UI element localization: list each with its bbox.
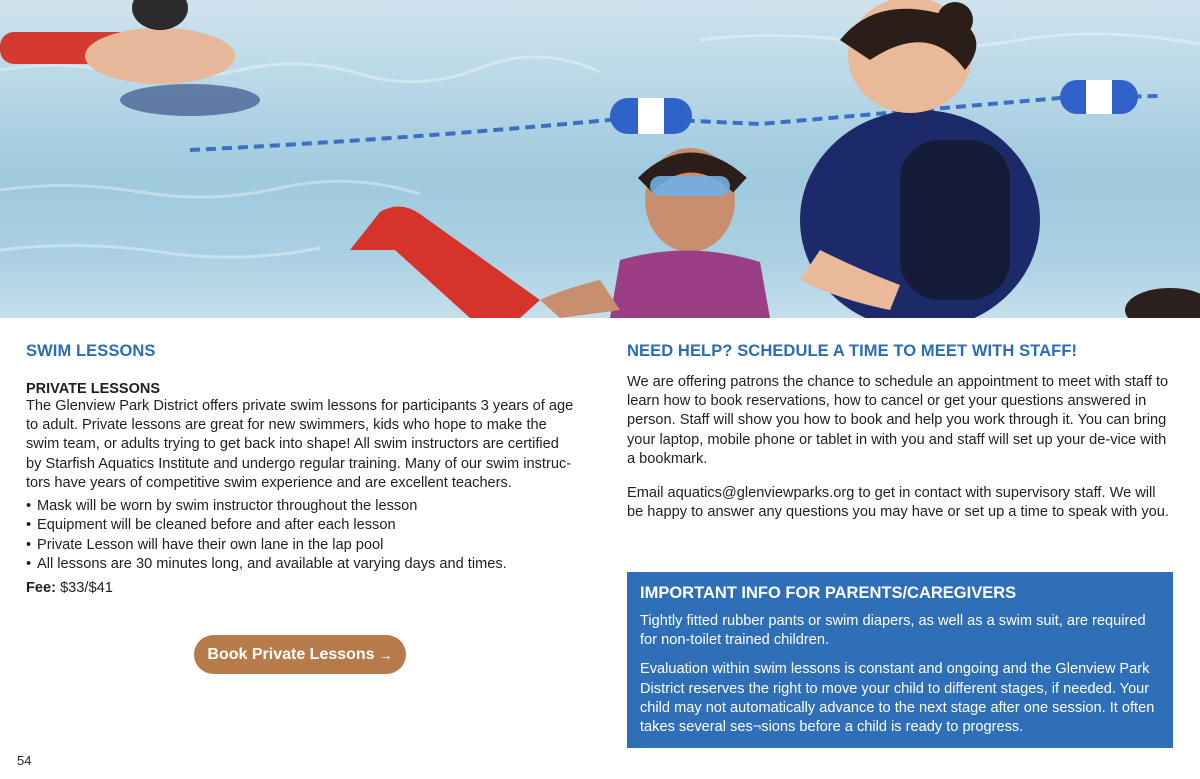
list-item-text: Private Lesson will have their own lane in the lap pool [37, 536, 384, 553]
private-lessons-subheading: PRIVATE LESSONS [26, 381, 161, 397]
bullet-icon: • [26, 517, 32, 534]
fee-line [26, 580, 576, 596]
help-contact-paragraph: Email aquatics@glenviewparks.org to get in contact with supervisory staff. We will be happy to answer any questions you may have or set up a time to speak with you. [627, 485, 1169, 521]
private-lessons-description: The Glenview Park District offers private swim lessons for participants 3 years of age to adult. Private lessons are great for new swimmers, kids who hope to make the swim team, or adults trying to get back into shape! All swim instructors are certified by Starfish Aquatics Institute and undergo regular training. Many of our swim instruc-tors have years of competitive swim experience and are excellent teachers. [26, 398, 574, 491]
bullet-icon: • [26, 536, 32, 553]
bullet-icon: • [26, 498, 32, 515]
book-private-lessons-button[interactable] [194, 635, 406, 674]
bullet-icon: • [26, 556, 32, 573]
list-item-text: All lessons are 30 minutes long, and available at varying days and times. [37, 556, 507, 573]
page-number: 54 [17, 753, 32, 768]
list-item [26, 536, 576, 555]
fee-value: $33/$41 [56, 579, 113, 596]
list-item [26, 497, 576, 516]
lesson-rules-list [26, 497, 576, 575]
swim-lessons-section [26, 342, 576, 596]
help-section [627, 342, 1173, 522]
list-item [26, 516, 576, 535]
arrow-right-icon: → [378, 646, 393, 663]
pool-scene-illustration [0, 0, 1200, 318]
hero-photo [0, 0, 1200, 318]
important-info-box [627, 572, 1173, 748]
book-button-label: Book Private Lessons [207, 645, 375, 663]
list-item-text: Equipment will be cleaned before and after each lesson [37, 517, 396, 534]
info-paragraph: Tightly fitted rubber pants or swim diapers, as well as a swim suit, are required for non-toilet trained children. [640, 613, 1146, 649]
list-item [26, 555, 576, 574]
fee-label: Fee: [26, 579, 57, 596]
help-paragraph: We are offering patrons the chance to schedule an appointment to meet with staff to learn how to book reservations, how to cancel or get your questions answered in person. Staff will show you how to book and help you work through it. You can bring your laptop, mobile phone or tablet in with you and staff will set up your de-vice with a bookmark. [627, 374, 1169, 467]
info-paragraph: Evaluation within swim lessons is constant and ongoing and the Glenview Park District reserves the right to move your child to different stages, if needed. Your child may not automatically advance to the next stage after one session. It often takes several ses¬sions before a child is ready to progress. [640, 661, 1155, 736]
list-item-text: Mask will be worn by swim instructor throughout the lesson [37, 498, 418, 515]
section-heading-need-help: NEED HELP? SCHEDULE A TIME TO MEET WITH STAFF! [627, 342, 1078, 360]
section-heading-swim-lessons: SWIM LESSONS [26, 342, 156, 360]
help-text [627, 373, 1173, 522]
info-box-heading: IMPORTANT INFO FOR PARENTS/CAREGIVERS [640, 584, 1017, 602]
